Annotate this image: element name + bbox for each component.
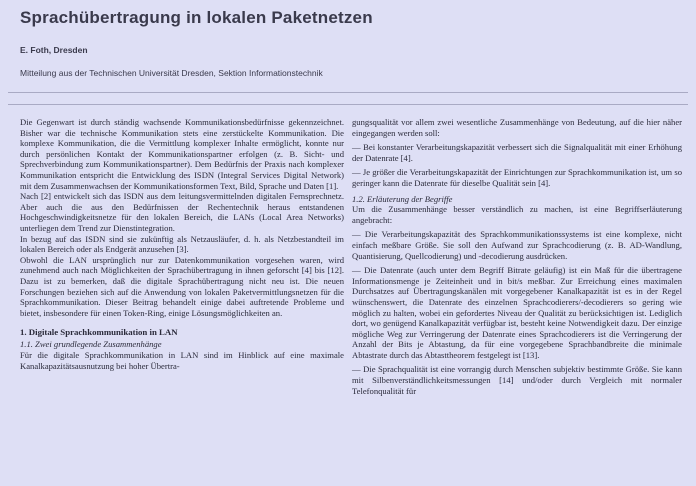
paragraph: gungsqualität vor allem zwei wesentliche Zusammenhänge von Bedeutung, auf die hier näher eingegangen werden soll: xyxy=(352,117,682,138)
left-column xyxy=(20,117,344,372)
article-affiliation: Mitteilung aus der Technischen Universität Dresden, Sektion Informationstechnik xyxy=(20,68,323,78)
bullet-item: — Die Verarbeitungskapazität des Sprachkommunikationssystems ist eine komplexe, nicht einfach meßbare Größe. Sie soll den Aufwand zur Sprachcodierung (z. B. AD-Wandlung, Quantisierung, Quellcodierung) und -decodierung ausdrücken. xyxy=(352,229,682,261)
paragraph: Die Gegenwart ist durch ständig wachsende Kommunikationsbedürfnisse gekennzeichnet. Bisher war die technische Kommunikation stets eine zerstückelte Kommunikation. Die komplexe Kommunikation, die die Vermittlung komplexer Inhalte ermöglicht, konnte nur durch persönlichen Kontakt der Kommunikationspartner erfolgen (z. B. Sicht- und Sprechverbindung zum Kommunikationspartner). Dem Bedürfnis der Praxis nach komplexer Kommunikation entspricht die Entwicklung des ISDN (Integral Services Digital Network) mit dem Zusammenwachsen der Kommunikationsformen Text, Bild, Sprache und Daten [1]. xyxy=(20,117,344,191)
paragraph: Obwohl die LAN ursprünglich nur zur Datenkommunikation vorgesehen waren, wird zunehmend auch nach Möglichkeiten der Sprachübertragung in ihnen geforscht [4] bis [12]. Dazu ist zu bemerken, daß die digitale Sprachübertragung nicht neu ist. Die neuen Forschungen beziehen sich auf die Anwendung von lokalen Paketvermittlungsnetzen für die Sprachkommunikation. Dieser Beitrag behandelt einige dabei auftretende Probleme und bietet, insbesondere für einen Token-Ring, einige Lösungsmöglichkeiten an. xyxy=(20,254,344,318)
divider-line xyxy=(8,104,688,105)
paragraph: Nach [2] entwickelt sich das ISDN aus dem leitungsvermittelnden digitalen Fernsprechnetz. Aber auch die aus den Bedürfnissen der Rechentechnik heraus entstandenen Hochgeschwindigkeitsnetze für den lokalen Bereich, die LANs (Local Area Networks) unterliegen dem Trend zur Dienstintegration. xyxy=(20,191,344,233)
article-title: Sprachübertragung in lokalen Paketnetzen xyxy=(20,8,373,27)
bullet-item: — Die Sprachqualität ist eine vorrangig durch Menschen subjektiv bestimmte Größe. Sie kann mit Silbenverständlichkeitsmessungen [14] und/oder durch Vergleich mit normaler Telefonqualität für xyxy=(352,364,682,396)
bullet-item: — Bei konstanter Verarbeitungskapazität verbessert sich die Signalqualität mit einer Erhöhung der Datenrate [4]. xyxy=(352,142,682,163)
divider-line xyxy=(8,92,688,93)
section-heading: 1. Digitale Sprachkommunikation in LAN xyxy=(20,327,178,338)
paragraph: In bezug auf das ISDN sind sie zukünftig als Netzausläufer, d. h. als Netzbestandteil im lokalen Bereich oder als Endgerät anzusehen [3]. xyxy=(20,233,344,255)
paragraph: Um die Zusammenhänge besser verständlich zu machen, ist eine Begriffserläuterung angebracht: xyxy=(352,204,682,225)
subsection-heading: 1.1. Zwei grundlegende Zusammenhänge xyxy=(20,338,162,349)
subsection-heading: 1.2. Erläuterung der Begriffe xyxy=(352,193,453,204)
paragraph: Für die digitale Sprachkommunikation in LAN sind im Hinblick auf eine maximale Kanalkapazitätsausnutzung bei hoher Übertra- xyxy=(20,350,344,372)
bullet-item: — Je größer die Verarbeitungskapazität der Einrichtungen zur Sprachkommunikation ist, um so geringer kann die Datenrate für dieselbe Qualität sein [4]. xyxy=(352,167,682,188)
right-column xyxy=(352,117,682,396)
bullet-item: — Die Datenrate (auch unter dem Begriff Bitrate geläufig) ist ein Maß für die übertragene Informationsmenge je Zeiteinheit und in bit/s meßbar. Zur Erreichung eines maximalen Durchsatzes auf Übertragungskanälen mit vorgegebener Kanalkapazität ist es in der Regel wünschenswert, die Datenrate des einzelnen Sprachcodierers/-decodierers so gering wie möglich zu halten, wobei ein gefordertes Niveau der Qualität zu berücksichtigen ist. Lediglich dort, wo genügend Kanalkapazität verfügbar ist, besteht keine Notwendigkeit dazu. Der einzige mögliche Weg zur Verringerung der Datenrate eines Sprachcodierers ist die Verringerung der Anzahl der Bits je Abtastung, da für eine vorgegebene Sprachbandbreite die minimale Abtastrate durch das Abtasttheorem festgelegt ist [13]. xyxy=(352,265,682,360)
article-author: E. Foth, Dresden xyxy=(20,45,88,55)
